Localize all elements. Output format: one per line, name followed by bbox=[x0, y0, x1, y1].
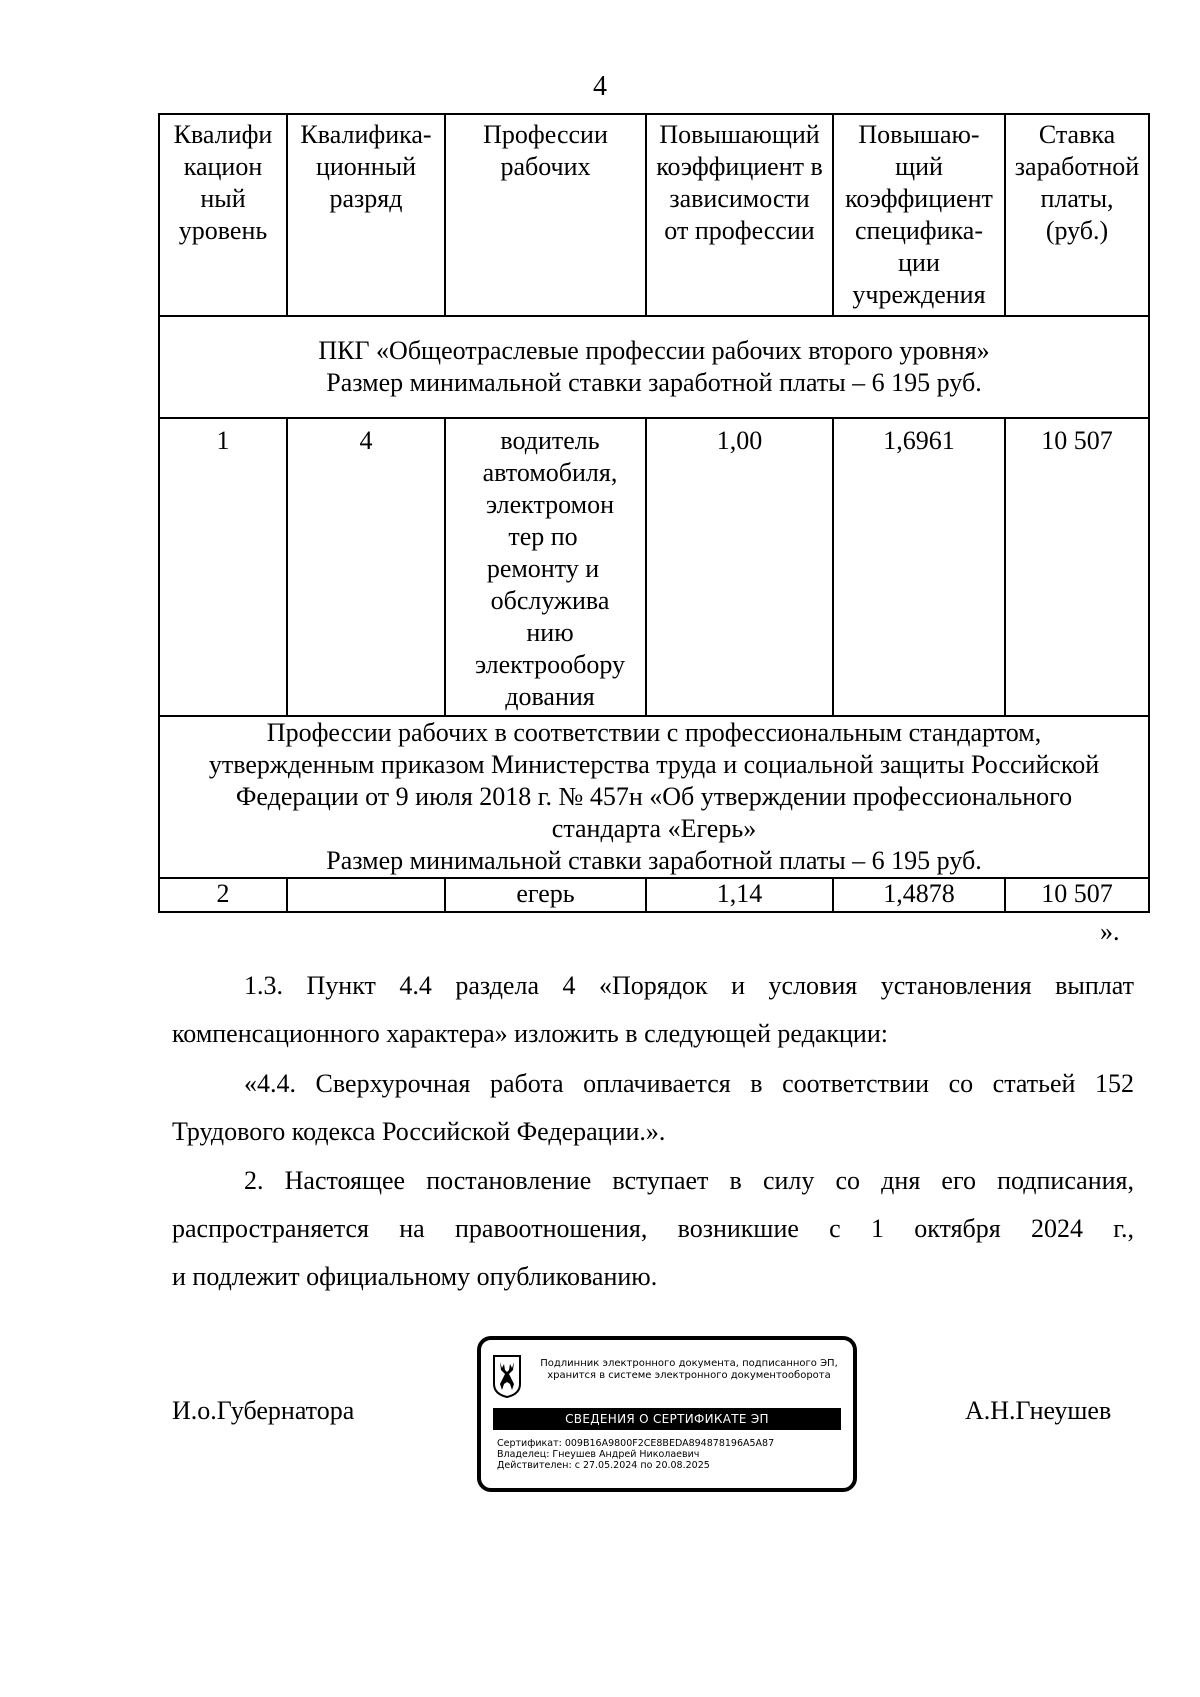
group-heading-standard bbox=[159, 716, 1149, 878]
cell-level: 1 bbox=[159, 418, 287, 716]
header-qualification-level bbox=[159, 114, 287, 316]
certificate-owner: Владелец: Гнеушев Андрей Николаевич bbox=[497, 1449, 700, 1460]
paragraph-text: 1.3. Пункт 4.4 раздела 4 «Порядок и условия установления выплат bbox=[244, 971, 1134, 1000]
header-text-line: ционный bbox=[315, 152, 417, 181]
profession-line: электромон bbox=[485, 490, 615, 519]
header-text-line: разряд bbox=[329, 184, 403, 213]
group-heading-pkg bbox=[159, 316, 1149, 418]
cell-coef-profession: 1,00 bbox=[646, 418, 833, 716]
group-text-line: Профессии рабочих в соответствии с профессиональным стандартом, bbox=[266, 718, 1042, 747]
profession-line: нию bbox=[526, 618, 574, 647]
header-text-line: зависимости bbox=[669, 184, 810, 213]
header-text-line: коэффициент в bbox=[656, 152, 823, 181]
header-text-line: Ставка bbox=[1038, 120, 1116, 149]
paragraph-line: компенсационного характера» изложить в следующей редакции: bbox=[172, 1019, 888, 1048]
header-coef-profession bbox=[646, 114, 833, 316]
paragraph-line bbox=[172, 962, 1134, 1010]
paragraph-text: 2. Настоящее постановление вступает в силу со дня его подписания, bbox=[244, 1166, 1134, 1195]
paragraph-line: распространяется на правоотношения, возникшие с 1 октября 2024 г., bbox=[172, 1214, 1134, 1243]
group-text-line: Федерации от 9 июля 2018 г. № 457н «Об утверждении профессионального bbox=[235, 782, 1073, 811]
profession-word: тер bbox=[508, 522, 545, 551]
header-text-line: учреждения bbox=[852, 280, 986, 309]
stamp-details bbox=[497, 1438, 847, 1471]
paragraph-line: Трудового кодекса Российской Федерации.». bbox=[172, 1117, 666, 1146]
cell-coef-specifics: 1,4878 bbox=[833, 878, 1005, 912]
paragraph-text: «4.4. Сверхурочная работа оплачивается в соответствии со статьей 152 bbox=[244, 1069, 1134, 1098]
cell-coef-specifics: 1,6961 bbox=[833, 418, 1005, 716]
certificate-number: Сертификат: 009B16A9800F2CE8BEDA894878196A5A87 bbox=[497, 1438, 775, 1449]
wage-rate-table bbox=[158, 113, 1150, 913]
header-text-line: от профессии bbox=[664, 216, 815, 245]
header-text-line: рабочих bbox=[500, 152, 591, 181]
header-text-line: заработной bbox=[1014, 152, 1140, 181]
profession-word: по bbox=[550, 522, 578, 551]
stamp-header-line: хранится в системе электронного документооборота bbox=[547, 1370, 831, 1381]
electronic-signature-stamp bbox=[477, 1336, 857, 1492]
header-text-line: Повышающий bbox=[659, 120, 820, 149]
stamp-title: СВЕДЕНИЯ О СЕРТИФИКАТЕ ЭП bbox=[493, 1408, 841, 1430]
header-text-line: ции bbox=[898, 248, 940, 277]
deer-emblem-icon bbox=[492, 1354, 522, 1398]
profession-line: электрообору bbox=[474, 650, 626, 679]
cell-coef-profession: 1,14 bbox=[646, 878, 833, 912]
stamp-header bbox=[529, 1358, 849, 1382]
cell-level: 2 bbox=[159, 878, 287, 912]
cell-wage-rate: 10 507 bbox=[1005, 878, 1149, 912]
header-text-line: ный bbox=[200, 184, 246, 213]
profession-line bbox=[458, 553, 642, 585]
paragraph-line bbox=[172, 1060, 1134, 1108]
page-number: 4 bbox=[593, 71, 607, 102]
header-wage-rate bbox=[1005, 114, 1149, 316]
header-text-line: Квалифика- bbox=[300, 120, 432, 149]
header-text-line: платы, bbox=[1040, 184, 1114, 213]
group-row-standard bbox=[159, 716, 1149, 878]
group-text-line: утвержденным приказом Министерства труда и социальной защиты Российской bbox=[208, 750, 1100, 779]
certificate-validity: Действителен: с 27.05.2024 по 20.08.2025 bbox=[497, 1460, 710, 1471]
profession-line: водитель bbox=[500, 426, 600, 455]
profession-word: ремонту bbox=[486, 554, 579, 583]
signatory-position: И.о.Губернатора bbox=[172, 1396, 355, 1425]
profession-line bbox=[458, 521, 642, 553]
paragraph-2 bbox=[172, 1157, 1134, 1301]
table-header-row bbox=[159, 114, 1149, 316]
header-text-line: Квалифи bbox=[173, 120, 273, 149]
header-text-line: щий bbox=[895, 152, 943, 181]
group-min-rate: Размер минимальной ставки заработной платы – 6 195 руб. bbox=[326, 368, 982, 397]
header-text-line: Профессии bbox=[483, 120, 608, 149]
table-row bbox=[159, 878, 1149, 912]
paragraph-4-4 bbox=[172, 1060, 1134, 1156]
header-text-line: кацион bbox=[183, 152, 263, 181]
group-min-rate: Размер минимальной ставки заработной платы – 6 195 руб. bbox=[326, 846, 982, 875]
cell-grade: 4 bbox=[287, 418, 445, 716]
header-text-line: уровень bbox=[178, 216, 268, 245]
profession-line: дования bbox=[505, 682, 595, 711]
group-row-pkg bbox=[159, 316, 1149, 418]
header-coef-specifics bbox=[833, 114, 1005, 316]
profession-line: обслужива bbox=[490, 586, 610, 615]
group-title: ПКГ «Общеотраслевые профессии рабочих второго уровня» bbox=[318, 336, 990, 365]
paragraph-line bbox=[172, 1157, 1134, 1205]
cell-profession: егерь bbox=[445, 878, 646, 912]
cell-profession bbox=[445, 418, 646, 716]
paragraph-line: и подлежит официальному опубликованию. bbox=[172, 1262, 658, 1291]
profession-word: и bbox=[585, 554, 600, 583]
signatory-name: А.Н.Гнеушев bbox=[965, 1396, 1112, 1425]
stamp-header-line: Подлинник электронного документа, подписанного ЭП, bbox=[540, 1358, 838, 1369]
header-text-line: (руб.) bbox=[1045, 216, 1109, 245]
header-text-line: Повышаю- bbox=[858, 120, 980, 149]
cell-grade bbox=[287, 878, 445, 912]
group-text-line: стандарта «Егерь» bbox=[551, 814, 757, 843]
header-text-line: специфика- bbox=[854, 216, 984, 245]
header-text-line: коэффициент bbox=[845, 184, 993, 213]
profession-line: автомобиля, bbox=[482, 458, 618, 487]
closing-quote: ». bbox=[1100, 917, 1120, 946]
header-professions bbox=[445, 114, 646, 316]
cell-wage-rate: 10 507 bbox=[1005, 418, 1149, 716]
table-row bbox=[159, 418, 1149, 716]
paragraph-1-3 bbox=[172, 962, 1134, 1058]
header-qualification-grade bbox=[287, 114, 445, 316]
